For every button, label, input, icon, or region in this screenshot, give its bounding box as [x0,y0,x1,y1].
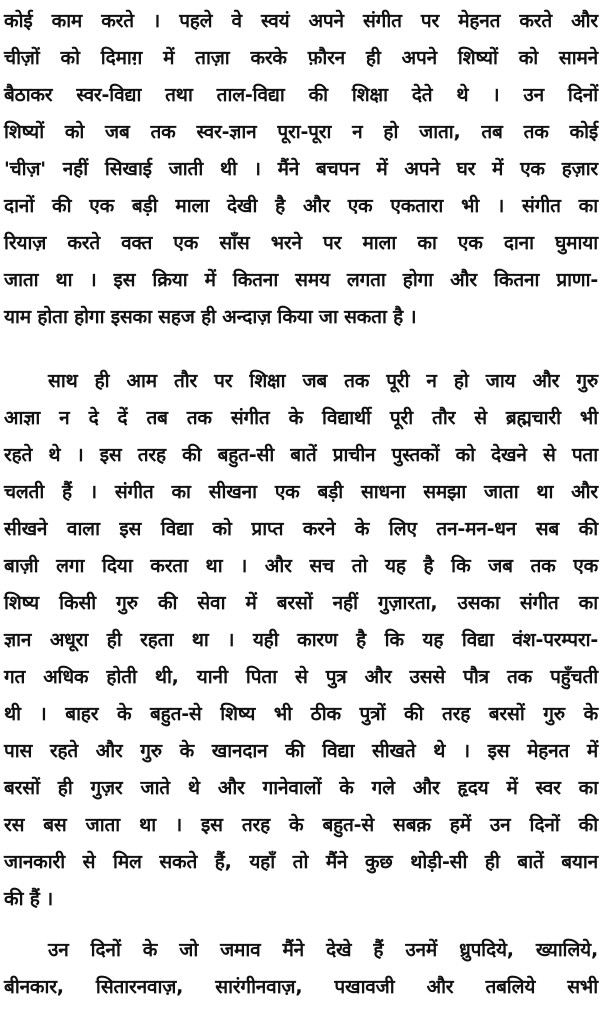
paragraph-2-line-14: जानकारी से मिल सकते हैं, यहाँ तो मैंने कुछ थोड़ी-सी ही बातें बयान [4,851,598,873]
paragraph-2-line-8: ज्ञान अधूरा ही रहता था । यही कारण है कि यह विद्या वंश-परम्परा- [4,629,598,651]
paragraph-1-line-3: बैठाकर स्वर-विद्या तथा ताल-विद्या की शिक्षा देते थे । उन दिनों [4,84,598,106]
paragraph-1-line-5: 'चीज़' नहीं सिखाई जाती थी । मैंने बचपन में अपने घर में एक हज़ार [4,158,598,180]
paragraph-2-line-6: बाज़ी लगा दिया करता था । और सच तो यह है कि जब तक एक [4,555,598,577]
paragraph-1-line-7: रियाज़ करते वक्त एक साँस भरने पर माला का एक दाना घुमाया [4,232,598,254]
paragraph-2-line-7: शिष्य किसी गुरु की सेवा में बरसों नहीं गुज़ारता, उसका संगीत का [4,592,598,614]
paragraph-1-line-2: चीज़ों को दिमाग़ में ताज़ा करके फ़ौरन ही अपने शिष्यों को सामने [4,47,598,69]
paragraph-2-line-1: साथ ही आम तौर पर शिक्षा जब तक पूरी न हो जाय और गुरु [48,370,598,392]
paragraph-1-line-1: कोई काम करते । पहले वे स्वयं अपने संगीत पर मेहनत करते और [4,10,598,32]
paragraph-1-line-4: शिष्यों को जब तक स्वर-ज्ञान पूरा-पूरा न हो जाता, तब तक कोई [4,121,598,143]
paragraph-2-line-10: थी । बाहर के बहुत-से शिष्य भी ठीक पुत्रों की तरह बरसों गुरु के [4,703,598,725]
paragraph-2-line-13: रस बस जाता था । इस तरह के बहुत-से सबक़ हमें उन दिनों की [4,814,598,836]
paragraph-1-line-6: दानों की एक बड़ी माला देखी है और एक एकतारा भी । संगीत का [4,195,598,217]
paragraph-2-line-2: आज्ञा न दे दें तब तक संगीत के विद्यार्थी पूरी तौर से ब्रह्मचारी भी [4,407,598,429]
paragraph-2-line-5: सीखने वाला इस विद्या को प्राप्त करने के लिए तन-मन-धन सब की [4,518,598,540]
paragraph-3-line-2: बीनकार, सितारनवाज़, सारंगीनवाज़, पखावजी और तबलिये सभी [4,976,598,998]
paragraph-2-line-15: की हैं । [4,888,54,910]
paragraph-3-line-1: उन दिनों के जो जमाव मैंने देखे हैं उनमें ध्रुपदिये, ख्यालिये, [48,939,598,961]
paragraph-2-line-9: गत अधिक होती थी, यानी पिता से पुत्र और उससे पौत्र तक पहुँचती [4,666,598,688]
paragraph-2-line-3: रहते थे । इस तरह की बहुत-सी बातें प्राचीन पुस्तकों को देखने से पता [4,444,598,466]
paragraph-1-line-9: याम होता होगा इसका सहज ही अन्दाज़ किया जा सकता है । [4,306,417,328]
paragraph-2-line-11: पास रहते और गुरु के खानदान की विद्या सीखते थे । इस मेहनत में [4,740,598,762]
paragraph-2-line-12: बरसों ही गुज़र जाते थे और गानेवालों के गले और हृदय में स्वर का [4,777,598,799]
paragraph-2-line-4: चलती हैं । संगीत का सीखना एक बड़ी साधना समझा जाता था और [4,481,598,503]
paragraph-1-line-8: जाता था । इस क्रिया में कितना समय लगता होगा और कितना प्राणा- [4,269,598,291]
